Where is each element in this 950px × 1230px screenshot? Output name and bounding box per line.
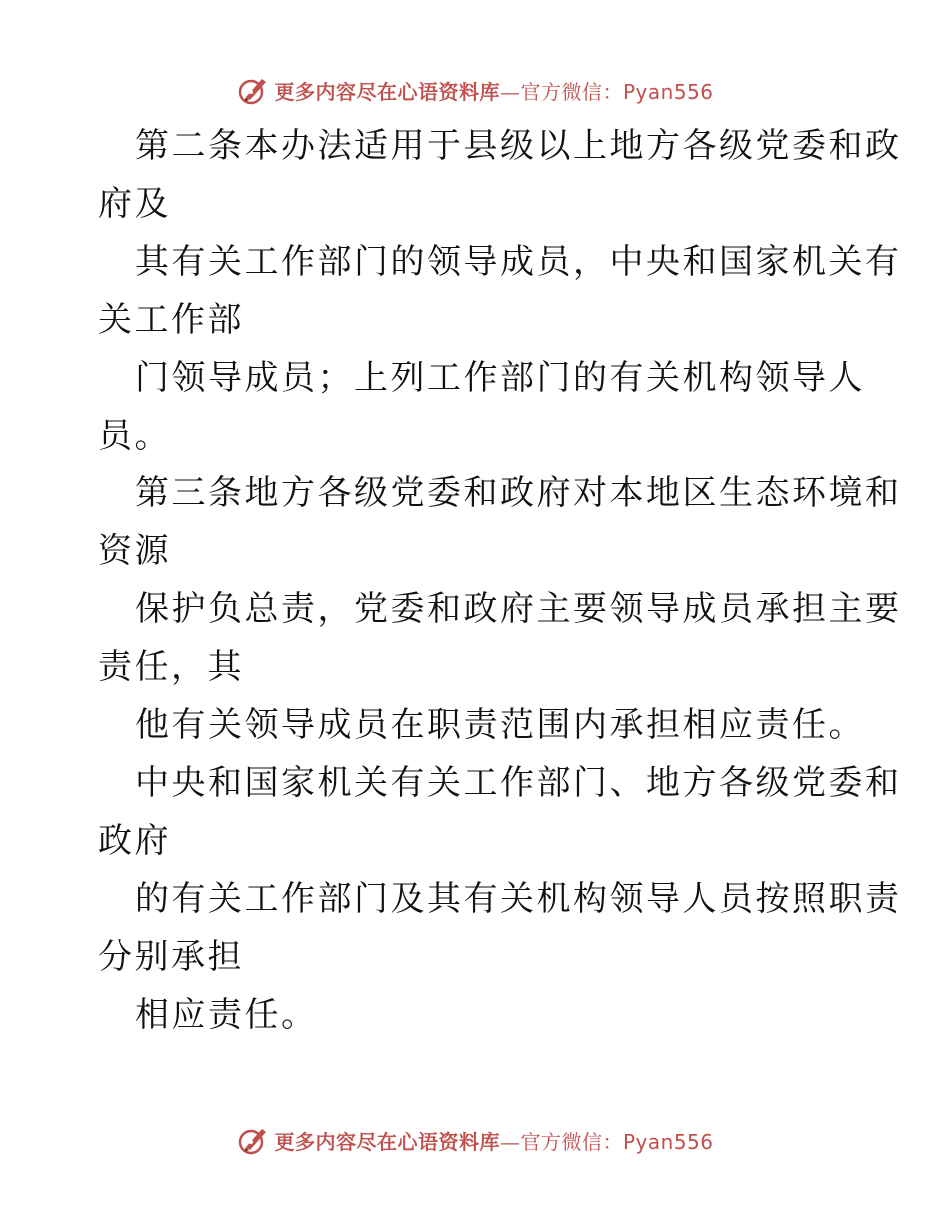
text-line: 分别承担 bbox=[98, 936, 244, 977]
text-line: 员。 bbox=[98, 415, 171, 456]
text-line: 相应责任。 bbox=[135, 994, 318, 1035]
footer-watermark bbox=[0, 1120, 950, 1160]
text-line: 府及 bbox=[98, 183, 171, 224]
text-line: 的有关工作部门及其有关机构领导人员按照职责 bbox=[135, 878, 902, 919]
text-line: 关工作部 bbox=[98, 299, 244, 340]
text-line: 中央和国家机关有关工作部门、地方各级党委和 bbox=[135, 762, 902, 803]
text-line: 政府 bbox=[98, 820, 171, 861]
document-body bbox=[98, 118, 902, 1045]
header-watermark bbox=[0, 70, 950, 110]
text-line: 第三条地方各级党委和政府对本地区生态环境和 bbox=[135, 473, 902, 514]
pen-logo-icon bbox=[236, 1123, 270, 1157]
pen-logo-icon bbox=[236, 73, 270, 107]
text-line: 资源 bbox=[98, 531, 171, 572]
text-line: 第二条本办法适用于县级以上地方各级党委和政 bbox=[135, 126, 902, 166]
text-line: 责任，其 bbox=[98, 647, 244, 688]
text-line: 其有关工作部门的领导成员，中央和国家机关有 bbox=[135, 241, 902, 282]
text-line: 门领导成员；上列工作部门的有关机构领导人 bbox=[135, 357, 865, 398]
text-line: 保护负总责，党委和政府主要领导成员承担主要 bbox=[135, 589, 902, 630]
text-line: 他有关领导成员在职责范围内承担相应责任。 bbox=[135, 705, 865, 746]
watermark-text: 更多内容尽在心语资料库—官方微信：Pyan556 bbox=[274, 1129, 714, 1154]
watermark-text: 更多内容尽在心语资料库—官方微信：Pyan556 bbox=[274, 79, 714, 104]
